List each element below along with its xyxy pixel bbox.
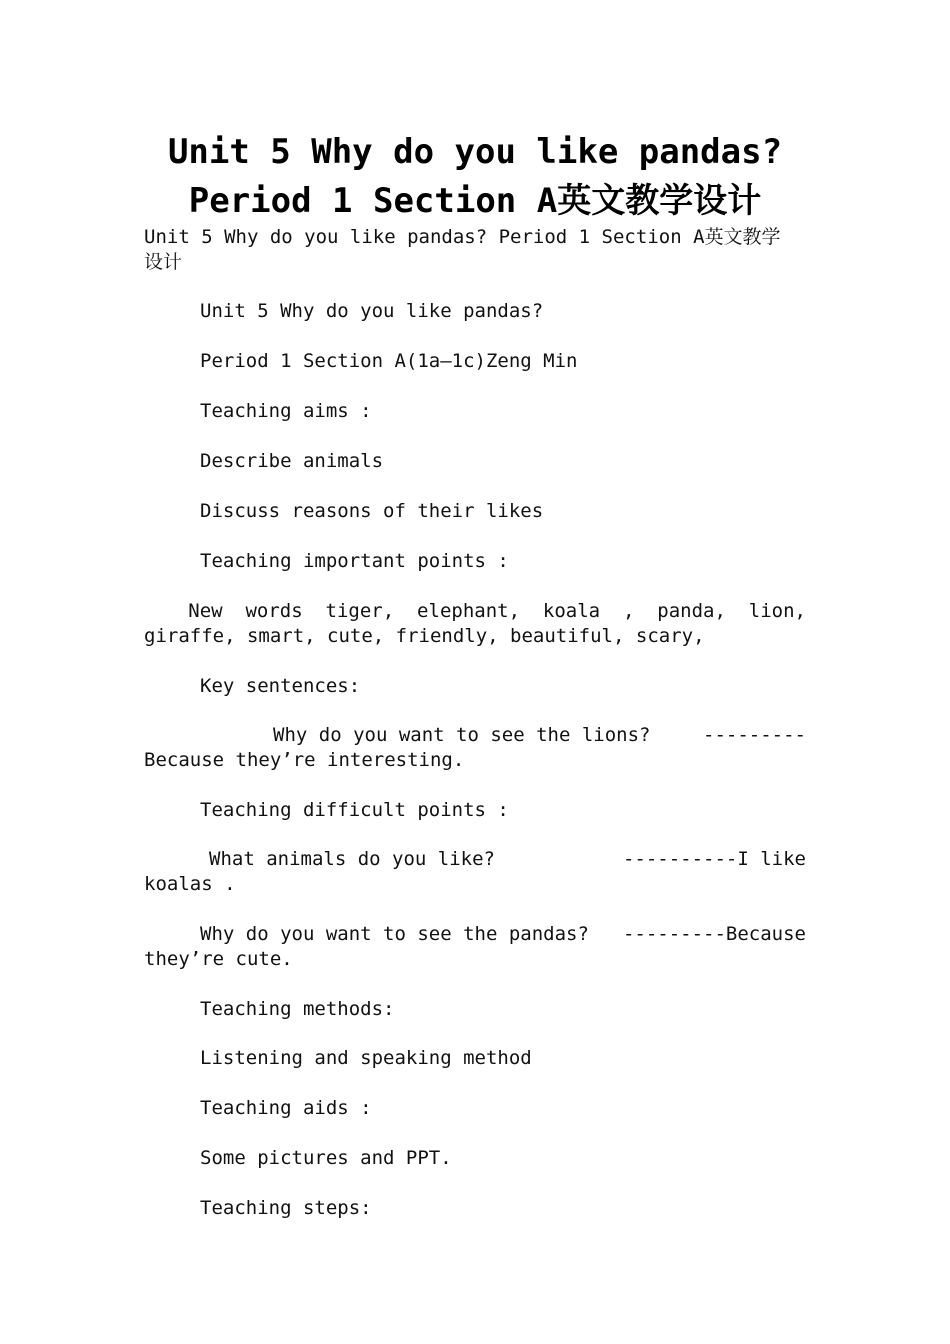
doc-subtitle-line-2: 设计	[144, 251, 183, 273]
difficult-question-2: Why do you want to see the pandas?	[200, 923, 589, 945]
method-item: Listening and speaking method	[200, 1047, 532, 1069]
doc-subtitle-line-1: Unit 5 Why do you like pandas? Period 1 Section A英文教学	[144, 226, 781, 248]
important-points-heading: Teaching important points :	[200, 550, 509, 572]
difficult-points-heading: Teaching difficult points :	[200, 799, 509, 821]
new-words-text: New words tiger, elephant, koala , panda, lion,	[188, 600, 806, 622]
steps-heading: Teaching steps:	[200, 1197, 372, 1219]
new-words-line-2: giraffe, smart, cute, friendly, beautiful, scary,	[144, 625, 705, 647]
doc-title-line-2: Period 1 Section A英文教学设计	[188, 181, 762, 221]
key-sentences-heading: Key sentences:	[200, 675, 361, 697]
key-question: Why do you want to see the lions?	[273, 724, 651, 746]
aims-heading: Teaching aims :	[200, 400, 372, 422]
aids-item: Some pictures and PPT.	[200, 1147, 452, 1169]
key-answer: Because they’re interesting.	[144, 749, 465, 771]
key-dash: ---------	[703, 724, 806, 746]
aim-item: Describe animals	[200, 450, 384, 472]
unit-line: Unit 5 Why do you like pandas?	[200, 300, 544, 322]
methods-heading: Teaching methods:	[200, 998, 395, 1020]
aids-heading: Teaching aids :	[200, 1097, 372, 1119]
doc-title-line-1: Unit 5 Why do you like pandas?	[167, 132, 783, 172]
difficult-question-1: What animals do you like?	[209, 848, 495, 870]
difficult-answer-1a: ----------I like	[622, 848, 806, 870]
difficult-answer-1b: koalas .	[144, 873, 236, 895]
aim-item: Discuss reasons of their likes	[200, 500, 544, 522]
difficult-answer-2b: they’re cute.	[144, 948, 293, 970]
period-line: Period 1 Section A(1a—1c)Zeng Min	[200, 350, 578, 372]
difficult-answer-2a: ---------Because	[622, 923, 806, 945]
